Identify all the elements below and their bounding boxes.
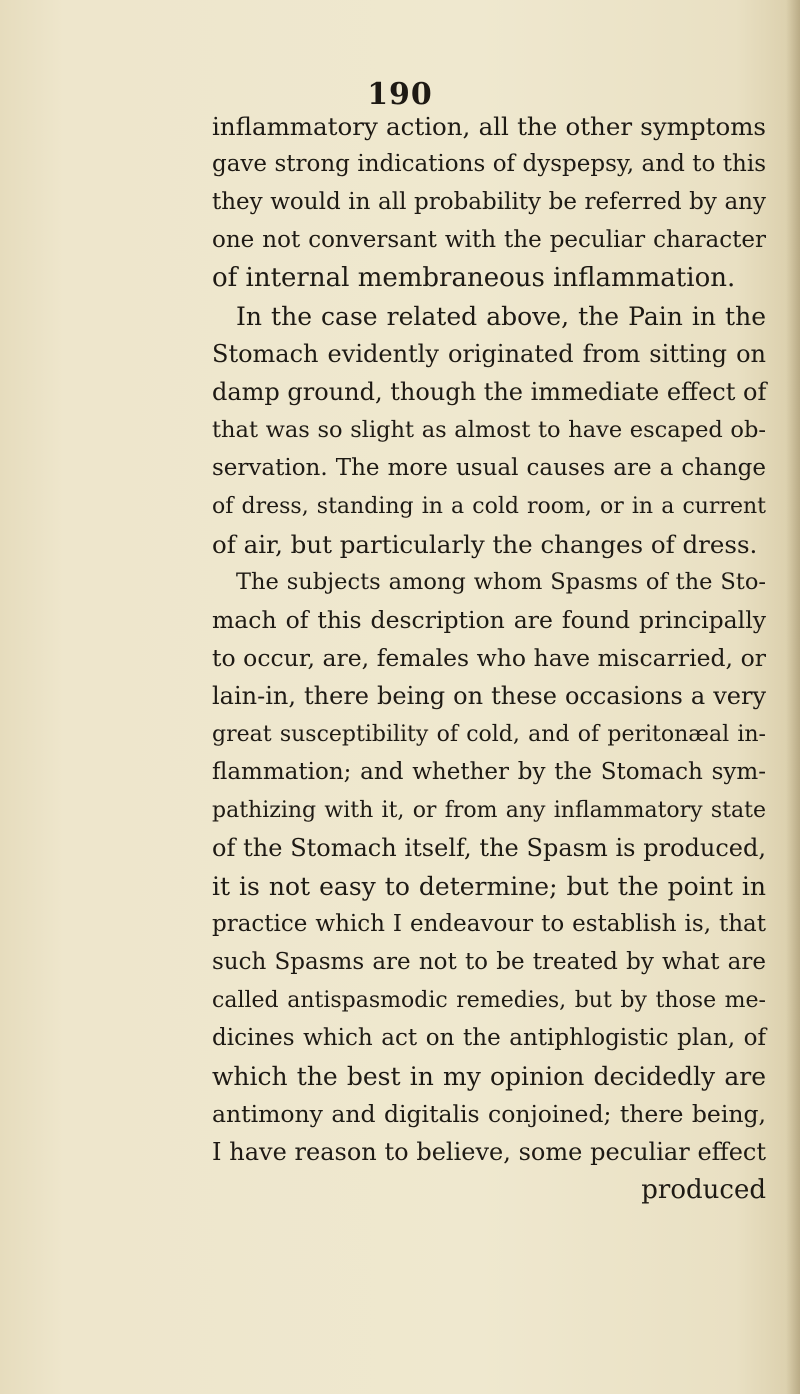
text-line: mach of this description are found principally (212, 606, 766, 634)
text-line: lain-in, there being on these occasions a very (212, 682, 766, 710)
text-line: it is not easy to determine; but the point in (212, 872, 766, 901)
page-number: 190 (367, 77, 433, 112)
text-line: great susceptibility of cold, and of peritonæal in- (212, 722, 766, 747)
text-line: of the Stomach itself, the Spasm is produced, (212, 834, 766, 862)
text-line: of dress, standing in a cold room, or in a current (212, 494, 766, 519)
paragraph-start-line: The subjects among whom Spasms of the Sto- (236, 569, 766, 595)
text-line: they would in all probability be referred by any (212, 189, 766, 215)
text-line: practice which I endeavour to establish is, that (212, 911, 766, 937)
text-line: which the best in my opinion decidedly are (212, 1062, 766, 1091)
text-line: inflammatory action, all the other symptoms (212, 112, 766, 141)
paragraph-start-line: In the case related above, the Pain in the (236, 302, 766, 331)
text-line: dicines which act on the antiphlogistic plan, of (212, 1025, 766, 1051)
text-line: called antispasmodic remedies, but by those me- (212, 988, 766, 1013)
text-line: that was so slight as almost to have escaped ob- (212, 417, 766, 443)
text-line: of air, but particularly the changes of dress. (212, 530, 758, 559)
text-line: gave strong indications of dyspepsy, and to this (212, 151, 766, 177)
text-line: flammation; and whether by the Stomach sym- (212, 759, 766, 785)
text-line: of internal membraneous inflammation. (212, 263, 736, 293)
text-line: antimony and digitalis conjoined; there being, (212, 1100, 766, 1128)
text-line: I have reason to believe, some peculiar effect (212, 1138, 766, 1166)
text-line: such Spasms are not to be treated by what are (212, 949, 766, 975)
text-line: damp ground, though the immediate effect of (212, 378, 767, 406)
text-line: servation. The more usual causes are a change (212, 455, 766, 481)
text-line: pathizing with it, or from any inflammatory state (212, 798, 766, 823)
page-edge-shadow (786, 0, 800, 1394)
text-line: one not conversant with the peculiar character (212, 227, 766, 253)
text-line: Stomach evidently originated from sitting on (212, 340, 766, 368)
text-line: to occur, are, females who have miscarried, or (212, 644, 766, 672)
catchword: produced (641, 1175, 766, 1205)
